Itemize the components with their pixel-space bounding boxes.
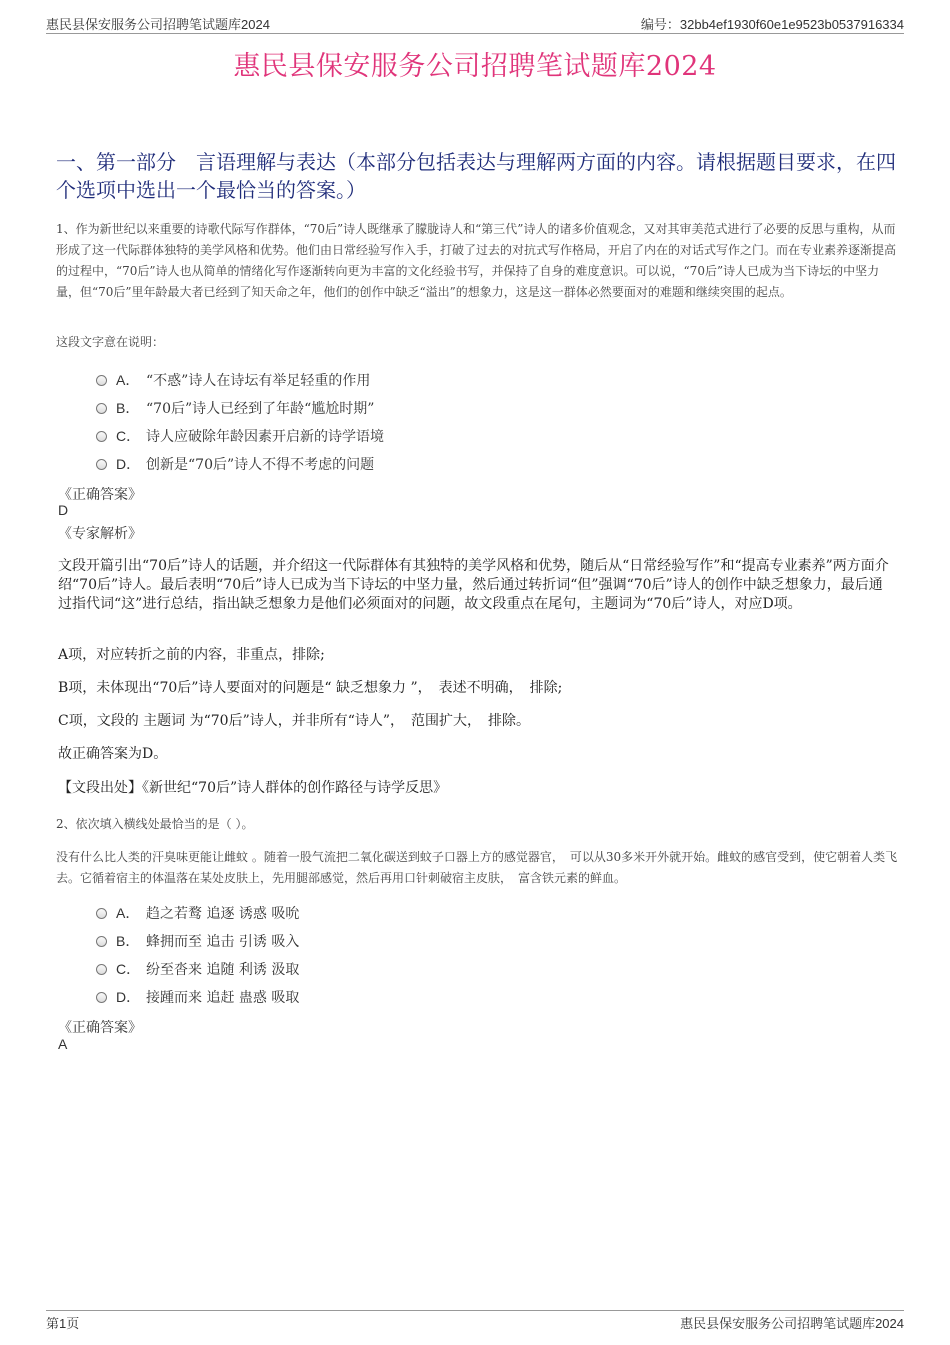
answer-label: 《正确答案》 [58, 1020, 142, 1036]
option-a[interactable] [96, 899, 299, 927]
analysis-option-a: A项，对应转折之前的内容，非重点，排除; [58, 647, 325, 663]
section-heading: 一、第一部分 言语理解与表达（本部分包括表达与理解两方面的内容。请根据题目要求，在四个选项中选出一个最恰当的答案。） [56, 150, 896, 202]
radio-button-icon[interactable] [96, 403, 107, 414]
option-text: “70后”诗人已经到了年龄“尴尬时期” [146, 401, 375, 417]
option-text: “不惑”诗人在诗坛有举足轻重的作用 [146, 373, 371, 389]
header-doc-number: 编号：32bb4ef1930f60e1e9523b0537916334 [640, 17, 904, 32]
header-doc-title: 惠民县保安服务公司招聘笔试题库2024 [46, 17, 270, 32]
option-letter: C． [116, 428, 141, 444]
question-2-text: 没有什么比人类的汗臭味更能让雌蚊 。随着一股气流把二氧化碳送到蚊子口器上方的感觉器官， 可以从30多米开外就开始。雌蚊的感官受到，使它朝着人类飞去。它循着宿主的体温落在某处皮肤上，先用腿部感觉，然后再用口针刺破宿主皮肤， 富含铁元素的鲜血。 [56, 850, 898, 885]
analysis-text: 文段开篇引出“70后”诗人的话题，并介绍这一代际群体有其独特的美学风格和优势，随后从“日常经验写作”和“提高专业素养”两方面介绍“70后”诗人。最后表明“70后”诗人已成为当下诗坛的中坚力量，然后通过转折词“但”强调“70后”诗人的创作中缺乏想象力，最后通过指代词“这”进行总结，指出缺乏想象力是他们必须面对的问题，故文段重点在尾句，主题词为“70后”诗人，对应D项。 [58, 558, 889, 612]
option-c[interactable] [96, 955, 299, 983]
page-footer [46, 1313, 904, 1333]
question-1-prompt: 这段文字意在说明： [56, 335, 165, 349]
question-1-text: 1、作为新世纪以来重要的诗歌代际写作群体，“70后”诗人既继承了朦胧诗人和“第三代”诗人的诸多价值观念，又对其审美范式进行了必要的反思与重构，从而形成了这一代际群体独特的美学风格和优势。他们由日常经验写作入手，打破了过去的对抗式写作格局，开启了内在的对话式写作之门。而在专业素养逐渐提高的过程中，“70后”诗人也从简单的情绪化写作逐渐转向更为丰富的文化经验书写，并保持了自身的难度意识。可以说，“70后”诗人已成为当下诗坛的中坚力量，但“70后”里年龄最大者已经到了知天命之年，他们的创作中缺乏“溢出”的想象力，这是这一群体必然要面对的难题和继续突围的起点。 [56, 222, 897, 299]
answer-value: D [58, 502, 69, 518]
option-text: 接踵而来 追赶 蛊惑 吸取 [146, 990, 300, 1006]
option-b[interactable] [96, 394, 384, 422]
analysis-label: 《专家解析》 [58, 526, 142, 542]
option-a[interactable] [96, 366, 384, 394]
option-d[interactable] [96, 983, 299, 1011]
option-letter: A． [116, 372, 140, 388]
radio-button-icon[interactable] [96, 375, 107, 386]
radio-button-icon[interactable] [96, 964, 107, 975]
page-title: 惠民县保安服务公司招聘笔试题库2024 [233, 51, 717, 82]
analysis-option-c: C项，文段的 主题词 为“70后”诗人，并非所有“诗人”， 范围扩大， 排除。 [58, 713, 531, 729]
radio-button-icon[interactable] [96, 459, 107, 470]
answer-value: A [58, 1036, 68, 1052]
radio-button-icon[interactable] [96, 431, 107, 442]
option-text: 纷至沓来 追随 利诱 汲取 [146, 962, 300, 978]
radio-button-icon[interactable] [96, 908, 107, 919]
page-number: 第1页 [46, 1316, 80, 1331]
option-c[interactable] [96, 422, 384, 450]
option-text: 蜂拥而至 追击 引诱 吸入 [146, 934, 300, 950]
question-2-title: 2、依次填入横线处最恰当的是（ ）。 [56, 817, 254, 831]
source-citation: 【文段出处】《新世纪“70后”诗人群体的创作路径与诗学反思》 [58, 780, 448, 796]
radio-button-icon[interactable] [96, 992, 107, 1003]
footer-doc-title: 惠民县保安服务公司招聘笔试题库2024 [680, 1316, 904, 1331]
option-d[interactable] [96, 450, 384, 478]
option-letter: C． [116, 961, 141, 977]
option-letter: B． [116, 933, 140, 949]
answer-label: 《正确答案》 [58, 487, 142, 503]
option-letter: B． [116, 400, 140, 416]
question-1-options [96, 366, 384, 478]
analysis-option-b: B项，未体现出“70后”诗人要面对的问题是“ 缺乏想象力 ”， 表述不明确， 排除; [58, 680, 563, 696]
option-letter: A． [116, 905, 140, 921]
option-text: 创新是“70后”诗人不得不考虑的问题 [146, 457, 375, 473]
analysis-conclusion: 故正确答案为D。 [58, 746, 168, 762]
option-b[interactable] [96, 927, 299, 955]
radio-button-icon[interactable] [96, 936, 107, 947]
header-divider [46, 33, 904, 34]
footer-divider [46, 1310, 904, 1311]
page-header [46, 14, 904, 34]
question-2-options [96, 899, 299, 1011]
option-letter: D． [116, 456, 141, 472]
option-letter: D． [116, 989, 141, 1005]
option-text: 诗人应破除年龄因素开启新的诗学语境 [146, 429, 384, 445]
option-text: 趋之若鹜 追逐 诱惑 吸吮 [146, 906, 300, 922]
